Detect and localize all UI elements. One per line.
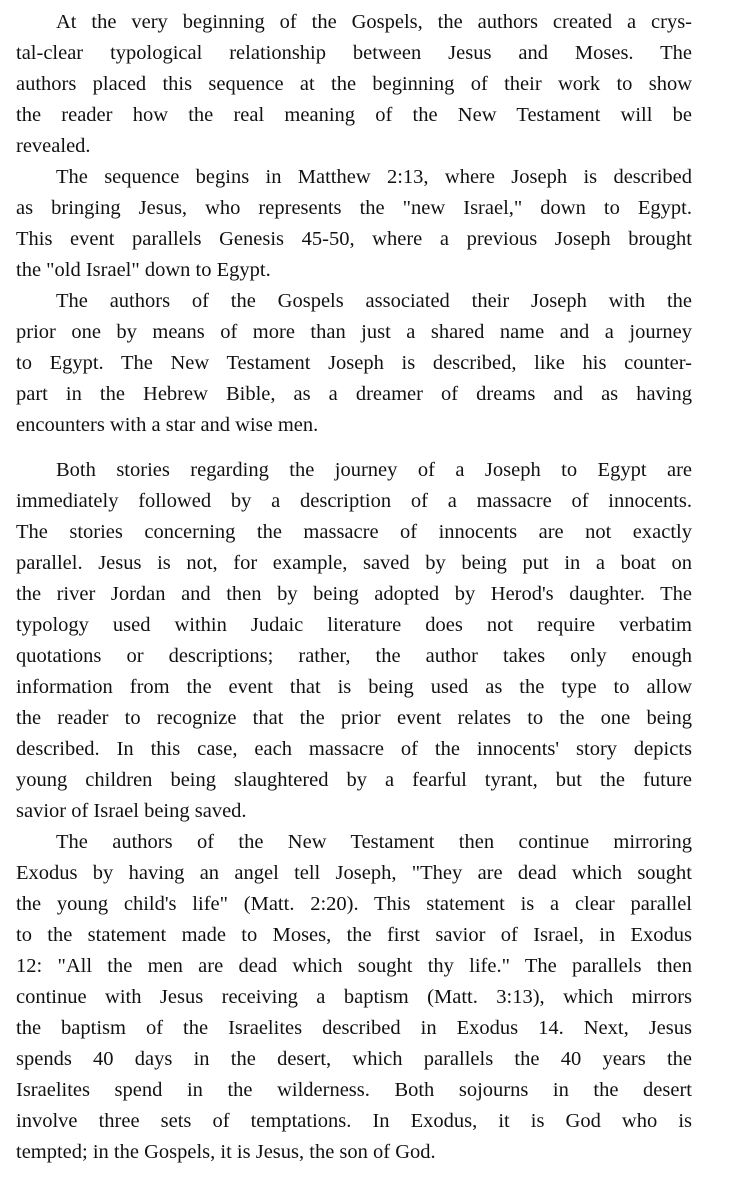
text-line: part in the Hebrew Bible, as a dreamer of dreams and as having <box>16 383 692 405</box>
paragraph-2 <box>16 162 692 286</box>
paragraph-5 <box>16 827 692 1168</box>
text-line: continue with Jesus receiving a baptism (Matt. 3:13), which mirrors <box>16 986 692 1008</box>
text-line: prior one by means of more than just a shared name and a journey <box>16 321 692 343</box>
text-line: savior of Israel being saved. <box>16 800 247 822</box>
text-line: information from the event that is being used as the type to allow <box>16 676 692 698</box>
text-line: immediately followed by a description of a massacre of innocents. <box>16 490 692 512</box>
text-line: revealed. <box>16 135 91 157</box>
text-line: as bringing Jesus, who represents the "new Israel," down to Egypt. <box>16 197 692 219</box>
text-line: the reader to recognize that the prior event relates to the one being <box>16 707 692 729</box>
text-line: At the very beginning of the Gospels, the authors created a crys- <box>56 11 692 33</box>
text-line: parallel. Jesus is not, for example, saved by being put in a boat on <box>16 552 692 574</box>
text-line: spends 40 days in the desert, which parallels the 40 years the <box>16 1048 692 1070</box>
text-line: authors placed this sequence at the beginning of their work to show <box>16 73 692 95</box>
text-line: This event parallels Genesis 45-50, where a previous Joseph brought <box>16 228 692 250</box>
text-line: to Egypt. The New Testament Joseph is described, like his counter- <box>16 352 692 374</box>
text-line: Both stories regarding the journey of a Joseph to Egypt are <box>56 459 692 481</box>
text-line: The authors of the Gospels associated their Joseph with the <box>56 290 692 312</box>
text-line: the young child's life" (Matt. 2:20). This statement is a clear parallel <box>16 893 692 915</box>
text-line: The sequence begins in Matthew 2:13, where Joseph is described <box>56 166 692 188</box>
text-line: the reader how the real meaning of the New Testament will be <box>16 104 692 126</box>
text-line: the "old Israel" down to Egypt. <box>16 259 271 281</box>
text-line: tal-clear typological relationship between Jesus and Moses. The <box>16 42 692 64</box>
text-line: quotations or descriptions; rather, the author takes only enough <box>16 645 692 667</box>
text-line: Israelites spend in the wilderness. Both sojourns in the desert <box>16 1079 692 1101</box>
text-line: the river Jordan and then by being adopted by Herod's daughter. The <box>16 583 692 605</box>
text-line: young children being slaughtered by a fearful tyrant, but the future <box>16 769 692 791</box>
text-line: to the statement made to Moses, the first savior of Israel, in Exodus <box>16 924 692 946</box>
text-line: encounters with a star and wise men. <box>16 414 319 436</box>
text-line: described. In this case, each massacre of the innocents' story depicts <box>16 738 692 760</box>
text-line: typology used within Judaic literature does not require verbatim <box>16 614 692 636</box>
text-line: The stories concerning the massacre of innocents are not exactly <box>16 521 692 543</box>
text-line: 12: "All the men are dead which sought thy life." The parallels then <box>16 955 692 977</box>
body-text <box>16 7 692 1168</box>
text-line: tempted; in the Gospels, it is Jesus, the son of God. <box>16 1141 436 1163</box>
text-line: Exodus by having an angel tell Joseph, "They are dead which sought <box>16 862 692 884</box>
text-line: the baptism of the Israelites described in Exodus 14. Next, Jesus <box>16 1017 692 1039</box>
paragraph-1 <box>16 7 692 162</box>
text-line: involve three sets of temptations. In Exodus, it is God who is <box>16 1110 692 1132</box>
paragraph-3 <box>16 286 692 441</box>
paragraph-4 <box>16 455 692 827</box>
text-line: The authors of the New Testament then continue mirroring <box>56 831 692 853</box>
